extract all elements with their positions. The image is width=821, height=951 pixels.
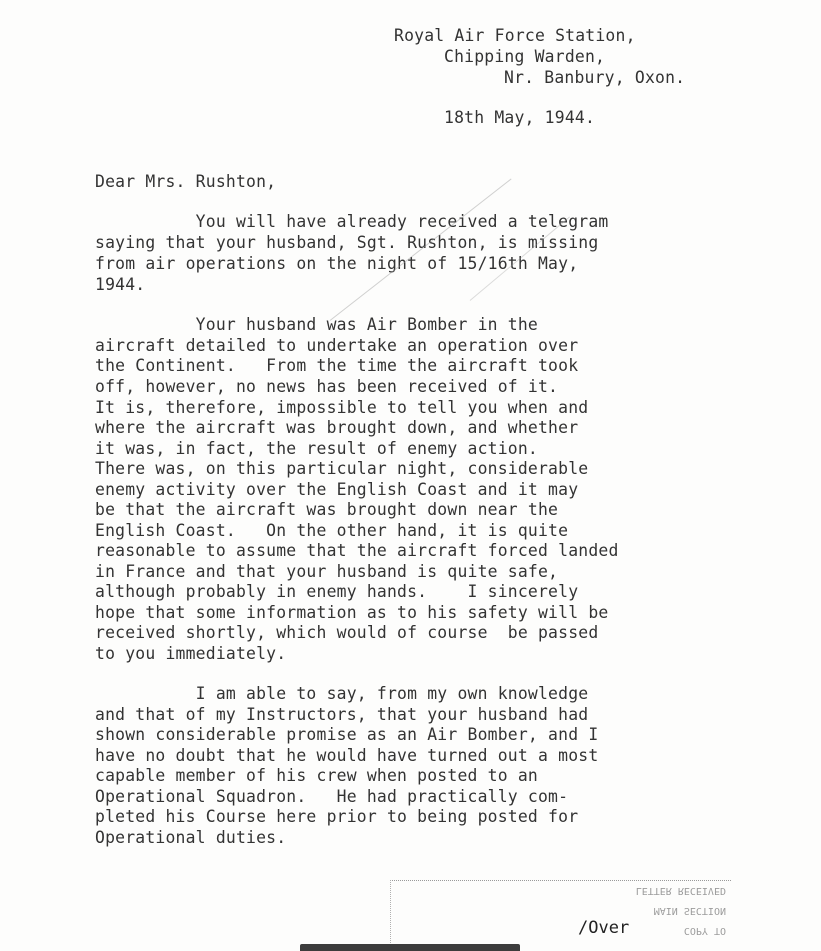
paragraph-line: received shortly, which would of course be passed	[95, 623, 599, 642]
salutation: Dear Mrs. Rushton,	[95, 172, 277, 191]
paragraph-line: have no doubt that he would have turned out a most	[95, 746, 599, 765]
address-line-2: Chipping Warden,	[444, 47, 606, 66]
paragraph-line: it was, in fact, the result of enemy action.	[95, 439, 538, 458]
paragraph-line: the Continent. From the time the aircraft took	[95, 356, 579, 375]
paragraph-line: You will have already received a telegram	[95, 212, 609, 231]
continuation-note: /Over	[578, 918, 630, 938]
paragraph-line: Operational Squadron. He had practically com-	[95, 787, 569, 806]
paragraph-line: enemy activity over the English Coast and it may	[95, 480, 579, 499]
address-line-1: Royal Air Force Station,	[394, 26, 636, 45]
paragraph-line: There was, on this particular night, considerable	[95, 459, 589, 478]
paragraph-line: I am able to say, from my own knowledge	[95, 684, 589, 703]
paragraph-line: from air operations on the night of 15/16th May,	[95, 254, 579, 273]
paragraph-line: off, however, no news has been received of it.	[95, 377, 559, 396]
paragraph-line: It is, therefore, impossible to tell you when and	[95, 398, 589, 417]
stamp-text: COPY TO	[683, 925, 726, 936]
paragraph-line: be that the aircraft was brought down near the	[95, 500, 559, 519]
paragraph-line: Operational duties.	[95, 828, 287, 847]
stamp-text: MAIN SECTION	[653, 905, 726, 916]
paragraph-line: saying that your husband, Sgt. Rushton, is missing	[95, 233, 599, 252]
paragraph-line: capable member of his crew when posted to an	[95, 766, 538, 785]
stamp-text: LETTER RECEIVED	[635, 885, 726, 896]
letter-date: 18th May, 1944.	[444, 108, 596, 127]
paragraph-line: hope that some information as to his safety will be	[95, 603, 609, 622]
paragraph-line: Your husband was Air Bomber in the	[95, 315, 538, 334]
paragraph-line: pleted his Course here prior to being posted for	[95, 807, 579, 826]
scan-edge	[300, 944, 520, 951]
paragraph-line: shown considerable promise as an Air Bomber, and I	[95, 725, 599, 744]
paragraph-line: aircraft detailed to undertake an operation over	[95, 336, 579, 355]
paragraph-line: 1944.	[95, 275, 146, 294]
paragraph-line: to you immediately.	[95, 644, 287, 663]
paragraph-line: where the aircraft was brought down, and whether	[95, 418, 579, 437]
paragraph-line: reasonable to assume that the aircraft forced landed	[95, 541, 619, 560]
paragraph-line: in France and that your husband is quite safe,	[95, 562, 559, 581]
paragraph-line: and that of my Instructors, that your husband had	[95, 705, 589, 724]
address-line-3: Nr. Banbury, Oxon.	[504, 68, 686, 87]
paragraph-line: although probably in enemy hands. I sincerely	[95, 582, 579, 601]
paragraph-line: English Coast. On the other hand, it is quite	[95, 521, 569, 540]
